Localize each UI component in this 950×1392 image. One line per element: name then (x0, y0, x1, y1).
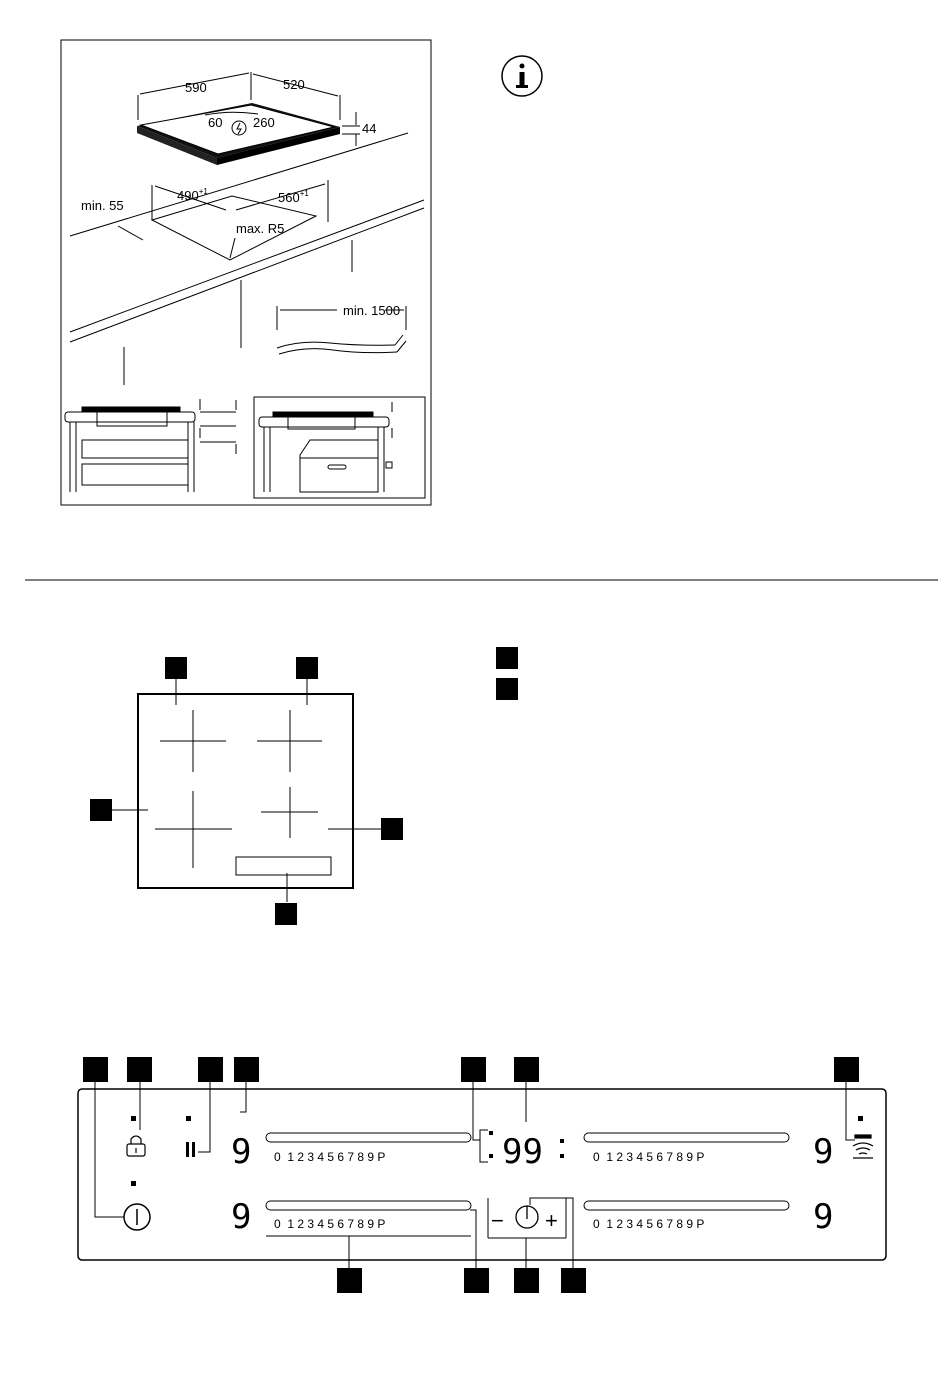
timer-button[interactable] (516, 1206, 538, 1228)
callout-box (834, 1057, 859, 1082)
power-slider-front-right[interactable] (584, 1133, 789, 1164)
callout-box (90, 799, 112, 821)
indicator-dot (131, 1181, 136, 1186)
hob2hood-icon[interactable] (853, 1135, 873, 1158)
callout-box (381, 818, 403, 840)
dim-depth: 520 (283, 77, 305, 92)
timer-minus-button[interactable]: − (491, 1208, 504, 1233)
slider-scale: 0 1 2 3 4 5 6 7 8 9 P (593, 1217, 705, 1231)
power-slider-rear-left[interactable] (266, 1201, 471, 1236)
zone-display-front-right: 9 (813, 1132, 834, 1172)
slider-scale: 0 1 2 3 4 5 6 7 8 9 P (274, 1217, 386, 1231)
power-slider-rear-right[interactable] (584, 1201, 789, 1231)
timer-display (489, 1131, 564, 1172)
timer-digits: 99 (502, 1132, 543, 1172)
dim-min-edge: min. 55 (81, 198, 124, 213)
slider-scale: 0 1 2 3 4 5 6 7 8 9 P (593, 1150, 705, 1164)
dim-cutout-depth: $560^{+1}$ (278, 189, 309, 205)
cooking-zone-markers (110, 671, 381, 902)
callout-box (127, 1057, 152, 1082)
dim-cable-left: 60 (208, 115, 223, 130)
installation-figure (61, 40, 431, 505)
callout-box (461, 1057, 486, 1082)
callout-box (514, 1268, 539, 1293)
pause-icon[interactable] (186, 1142, 195, 1157)
info-icon (502, 56, 542, 96)
hob-outline (138, 694, 353, 888)
timer-plus-button[interactable]: + (545, 1208, 558, 1233)
indicator-dot (186, 1116, 191, 1121)
worktop-drawing (70, 133, 424, 385)
callout-box (464, 1268, 489, 1293)
callout-box (296, 657, 318, 679)
hob-layout-figure (90, 657, 403, 925)
dim-cutout-width: $490^{+1}$ (177, 187, 208, 203)
callout-box (561, 1268, 586, 1293)
dim-width: 590 (185, 80, 207, 95)
dim-height: 44 (362, 121, 377, 136)
dim-cable-length: min. 1500 (343, 303, 401, 318)
zone-display-rear-right: 9 (813, 1197, 834, 1237)
control-panel-figure (78, 1057, 886, 1293)
zone-display-rear-left: 9 (231, 1197, 252, 1237)
callout-box (165, 657, 187, 679)
dim-radius: max. R5 (236, 221, 285, 236)
legend-callout-box (496, 678, 518, 700)
callout-box (83, 1057, 108, 1082)
dim-cable-right: 260 (253, 115, 275, 130)
section-view-drawer (65, 399, 236, 492)
callout-box (337, 1268, 362, 1293)
callout-box (234, 1057, 259, 1082)
lock-icon[interactable] (127, 1136, 145, 1156)
callout-box (275, 903, 297, 925)
callout-box (198, 1057, 223, 1082)
panel-outline (78, 1089, 886, 1260)
legend-callout-box (496, 647, 518, 669)
indicator-dot (131, 1116, 136, 1121)
power-button[interactable] (124, 1204, 150, 1230)
callout-box (514, 1057, 539, 1082)
leader-lines (95, 1082, 855, 1268)
slider-scale: 0 1 2 3 4 5 6 7 8 9 P (274, 1150, 386, 1164)
zone-display-front-left: 9 (231, 1132, 252, 1172)
power-slider-front-left[interactable] (266, 1133, 471, 1164)
section-view-oven (254, 397, 425, 498)
indicator-dot (858, 1116, 863, 1121)
